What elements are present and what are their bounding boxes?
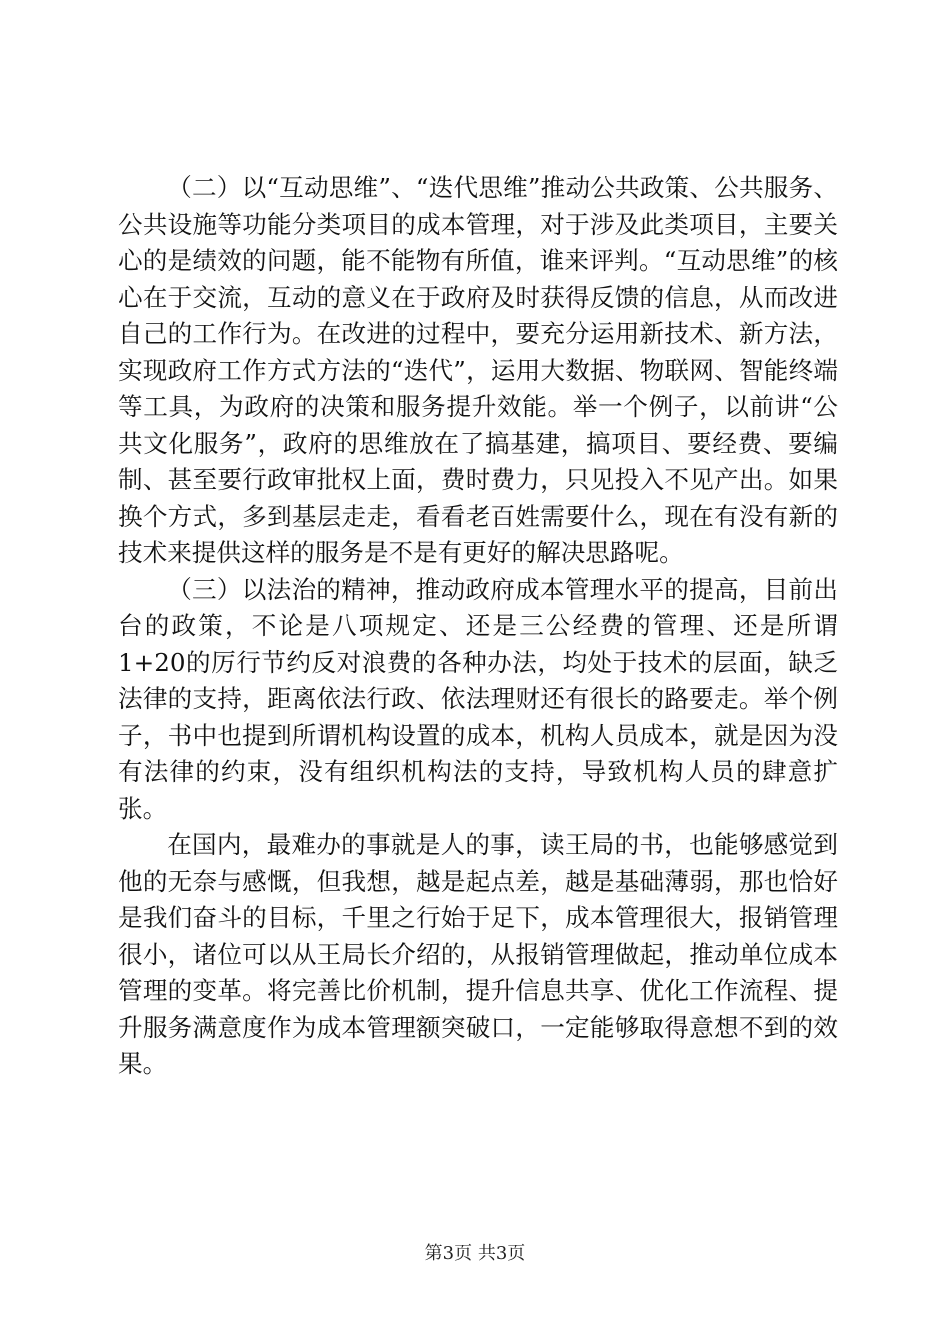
document-body [118,170,838,1083]
paragraph-2: （二）以“互动思维”、“迭代思维”推动公共政策、公共服务、公共设施等功能分类项目的成本管理，对于涉及此类项目，主要关心的是绩效的问题，能不能物有所值，谁来评判。“互动思维”的核心在于交流，互动的意义在于政府及时获得反馈的信息，从而改进自己的工作行为。在改进的过程中，要充分运用新技术、新方法，实现政府工作方式方法的“迭代”，运用大数据、物联网、智能终端等工具，为政府的决策和服务提升效能。举一个例子，以前讲“公共文化服务”，政府的思维放在了搞基建，搞项目、要经费、要编制、甚至要行政审批权上面，费时费力，只见投入不见产出。如果换个方式，多到基层走走，看看老百姓需要什么，现在有没有新的技术来提供这样的服务是不是有更好的解决思路呢。 [118,173,838,567]
paragraph-4: 在国内，最难办的事就是人的事，读王局的书，也能够感觉到他的无奈与感慨，但我想，越是起点差，越是基础薄弱，那也恰好是我们奋斗的目标，千里之行始于足下，成本管理很大，报销管理很小，诸位可以从王局长介绍的，从报销管理做起，推动单位成本管理的变革。将完善比价机制，提升信息共享、优化工作流程、提升服务满意度作为成本管理额突破口，一定能够取得意想不到的效果。 [118,830,838,1078]
page-number: 第3页 共3页 [424,1243,526,1264]
page-footer [0,1242,950,1266]
paragraph-3: （三）以法治的精神，推动政府成本管理水平的提高，目前出台的政策，不论是八项规定、还是三公经费的管理、还是所谓1+20的厉行节约反对浪费的各种办法，均处于技术的层面，缺乏法律的支持，距离依法行政、依法理财还有很长的路要走。举个例子，书中也提到所谓机构设置的成本，机构人员成本，就是因为没有法律的约束，没有组织机构法的支持，导致机构人员的肆意扩张。 [118,574,838,823]
